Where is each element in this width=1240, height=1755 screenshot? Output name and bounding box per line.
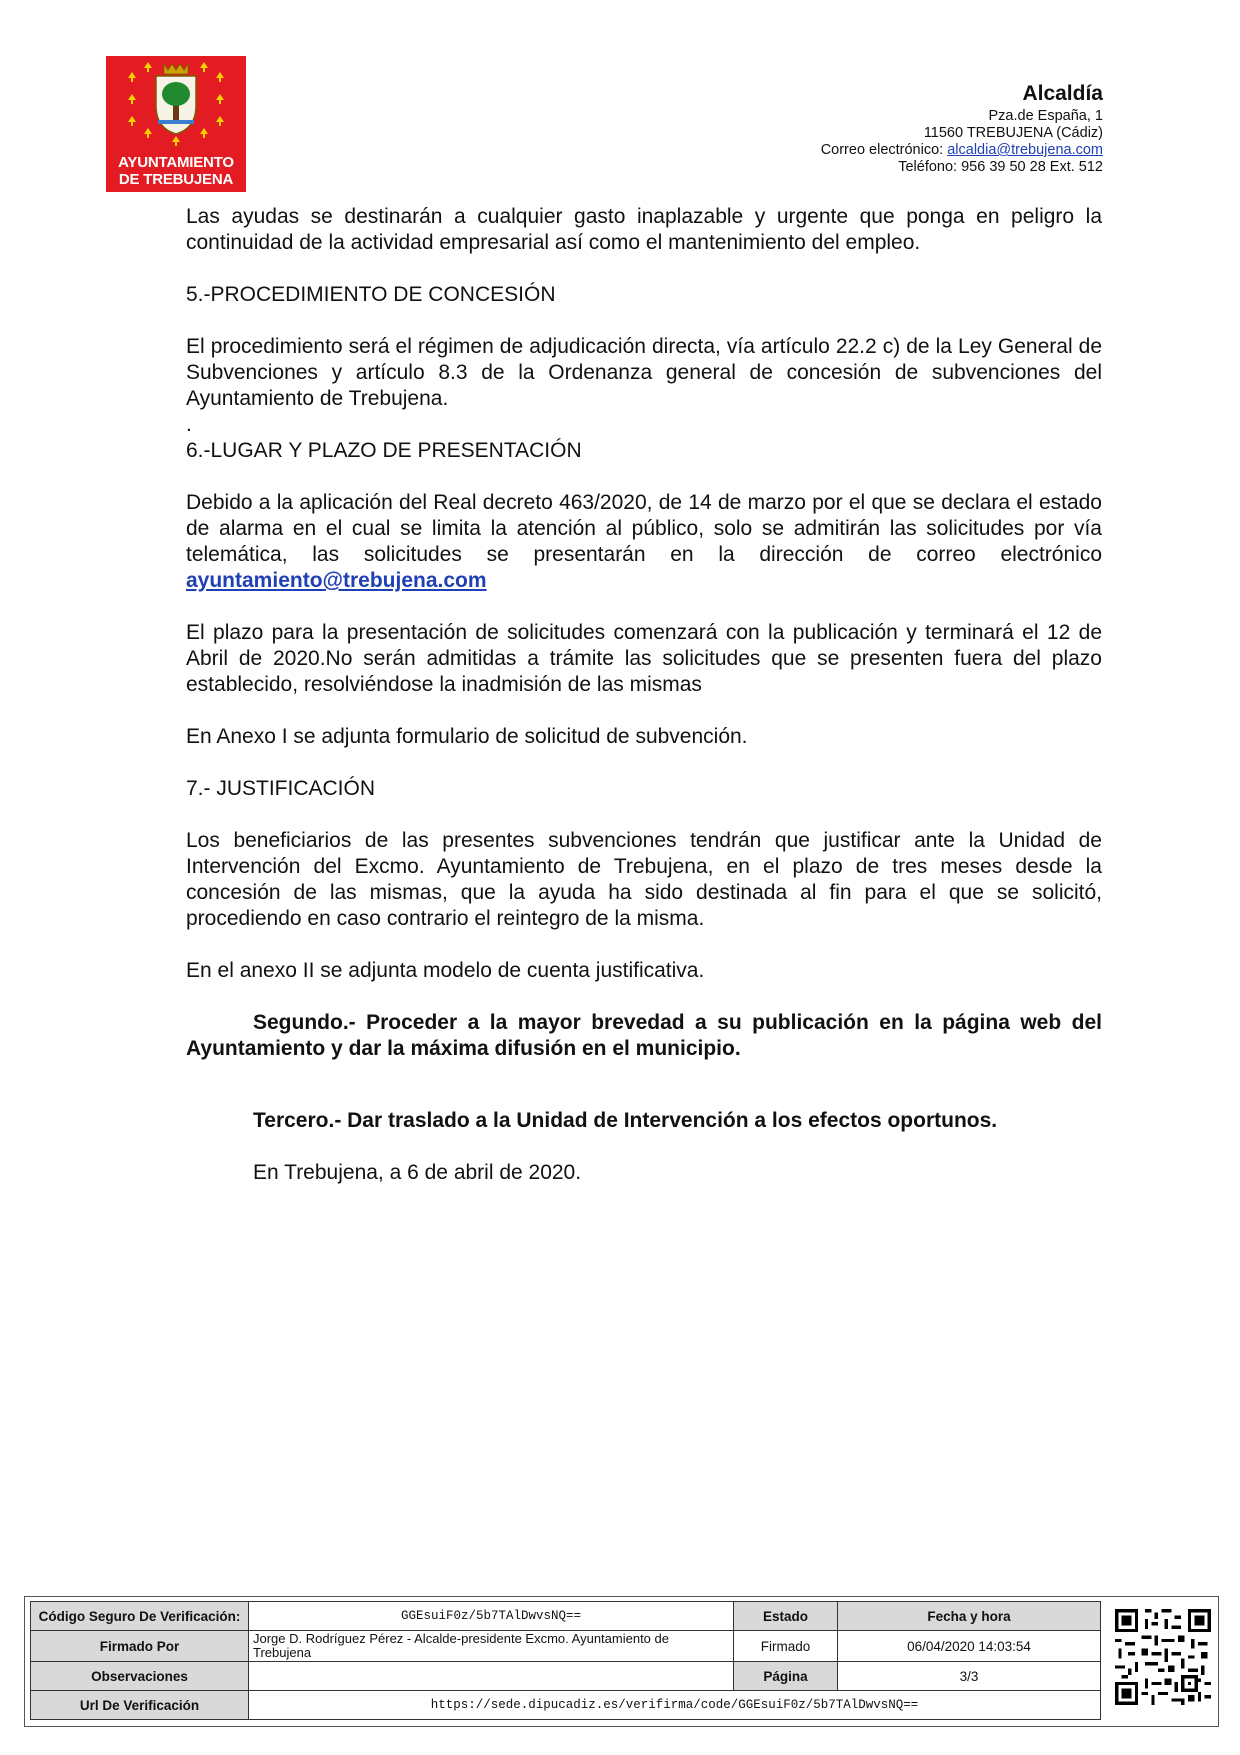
email-line bbox=[821, 142, 1103, 159]
pagina-label: Página bbox=[734, 1662, 838, 1691]
section-7-paragraph-b: En el anexo II se adjunta modelo de cuenta justificativa. bbox=[186, 959, 705, 982]
office-title: Alcaldía bbox=[1022, 82, 1103, 105]
code-label: Código Seguro De Verificación: bbox=[31, 1602, 249, 1631]
url-label: Url De Verificación bbox=[31, 1691, 249, 1720]
section-6-paragraph-a-text: Debido a la aplicación del Real decreto 463/2020, de 14 de marzo por el que se declara el estado de alarma en el cual se limita la atención al público, solo se admitirán las solicitudes por vía telemática, las solicitudes se presentarán en la dirección de correo electrónico bbox=[186, 491, 1102, 566]
municipal-logo bbox=[106, 56, 246, 192]
verification-row-code bbox=[31, 1602, 1101, 1631]
verification-code: GGEsuiF0z/5b7TAlDwvsNQ== bbox=[249, 1602, 734, 1631]
email-label: Correo electrónico: bbox=[820, 142, 948, 158]
logo-line-2: DE TREBUJENA bbox=[118, 171, 234, 188]
logo-line-1: AYUNTAMIENTO bbox=[118, 154, 234, 171]
address-line-2: 11560 TREBUJENA (Cádiz) bbox=[923, 125, 1103, 141]
verification-row-url bbox=[31, 1691, 1101, 1720]
document-body bbox=[186, 204, 1102, 1186]
resolution-tercero: Tercero.- Dar traslado a la Unidad de Intervención a los efectos oportunos. bbox=[253, 1109, 998, 1132]
section-7-paragraph-a: Los beneficiarios de las presentes subvenciones tendrán que justificar ante la Unidad de Intervención del Excmo. Ayuntamiento de Trebujena, en el plazo de tres meses desde la concesión de las mismas, que la ayuda ha sido destinada al fin para el que se solicitó, procediendo en caso contrario el reintegro de la misma. bbox=[186, 829, 1102, 930]
fecha-label: Fecha y hora bbox=[838, 1602, 1101, 1631]
qr-code-icon[interactable] bbox=[1115, 1609, 1211, 1705]
section-6-heading: 6.-LUGAR Y PLAZO DE PRESENTACIÓN bbox=[186, 439, 582, 462]
intro-paragraph: Las ayudas se destinarán a cualquier gasto inaplazable y urgente que ponga en peligro la continuidad de la actividad empresarial así como el mantenimiento del empleo. bbox=[186, 205, 1102, 254]
header-email-link[interactable]: alcaldia@trebujena.com bbox=[947, 142, 1103, 158]
phone-line: Teléfono: 956 39 50 28 Ext. 512 bbox=[898, 159, 1103, 175]
verification-table bbox=[30, 1601, 1101, 1720]
observaciones-label: Observaciones bbox=[31, 1662, 249, 1691]
observaciones-value bbox=[249, 1662, 734, 1691]
letterhead bbox=[821, 80, 1103, 176]
stray-dot: . bbox=[186, 413, 192, 436]
estado-label: Estado bbox=[734, 1602, 838, 1631]
firmado-label: Firmado Por bbox=[31, 1631, 249, 1662]
pagina-value: 3/3 bbox=[838, 1662, 1101, 1691]
closing-line: En Trebujena, a 6 de abril de 2020. bbox=[253, 1161, 582, 1184]
coat-of-arms-icon bbox=[106, 56, 246, 156]
fecha-value: 06/04/2020 14:03:54 bbox=[838, 1631, 1101, 1662]
submission-email-link[interactable]: ayuntamiento@trebujena.com bbox=[186, 569, 487, 592]
section-5-paragraph: El procedimiento será el régimen de adjudicación directa, vía artículo 22.2 c) de la Ley General de Subvenciones y artículo 8.3 de la Ordenanza general de concesión de subvenciones del Ayuntamiento de Trebujena. bbox=[186, 335, 1102, 410]
signer: Jorge D. Rodríguez Pérez - Alcalde-presidente Excmo. Ayuntamiento de Trebujena bbox=[249, 1631, 734, 1662]
section-6-paragraph-c: En Anexo I se adjunta formulario de solicitud de subvención. bbox=[186, 725, 748, 748]
verification-url[interactable]: https://sede.dipucadiz.es/verifirma/code/GGEsuiF0z/5b7TAlDwvsNQ== bbox=[249, 1691, 1101, 1720]
verification-row-observations bbox=[31, 1662, 1101, 1691]
section-7-heading: 7.- JUSTIFICACIÓN bbox=[186, 777, 376, 800]
section-6-paragraph-b: El plazo para la presentación de solicitudes comenzará con la publicación y terminará el 12 de Abril de 2020.No serán admitidas a trámite las solicitudes que se presenten fuera del plazo establecido, resolviéndose la inadmisión de las mismas bbox=[186, 621, 1102, 696]
estado-value: Firmado bbox=[734, 1631, 838, 1662]
address-line-1: Pza.de España, 1 bbox=[988, 108, 1103, 124]
section-6-paragraph-a bbox=[186, 490, 1102, 594]
section-5-heading: 5.-PROCEDIMIENTO DE CONCESIÓN bbox=[186, 283, 556, 306]
resolution-segundo: Segundo.- Proceder a la mayor brevedad a su publicación en la página web del Ayuntamiento y dar la máxima difusión en el municipio. bbox=[186, 1011, 1102, 1060]
verification-row-signed bbox=[31, 1631, 1101, 1662]
